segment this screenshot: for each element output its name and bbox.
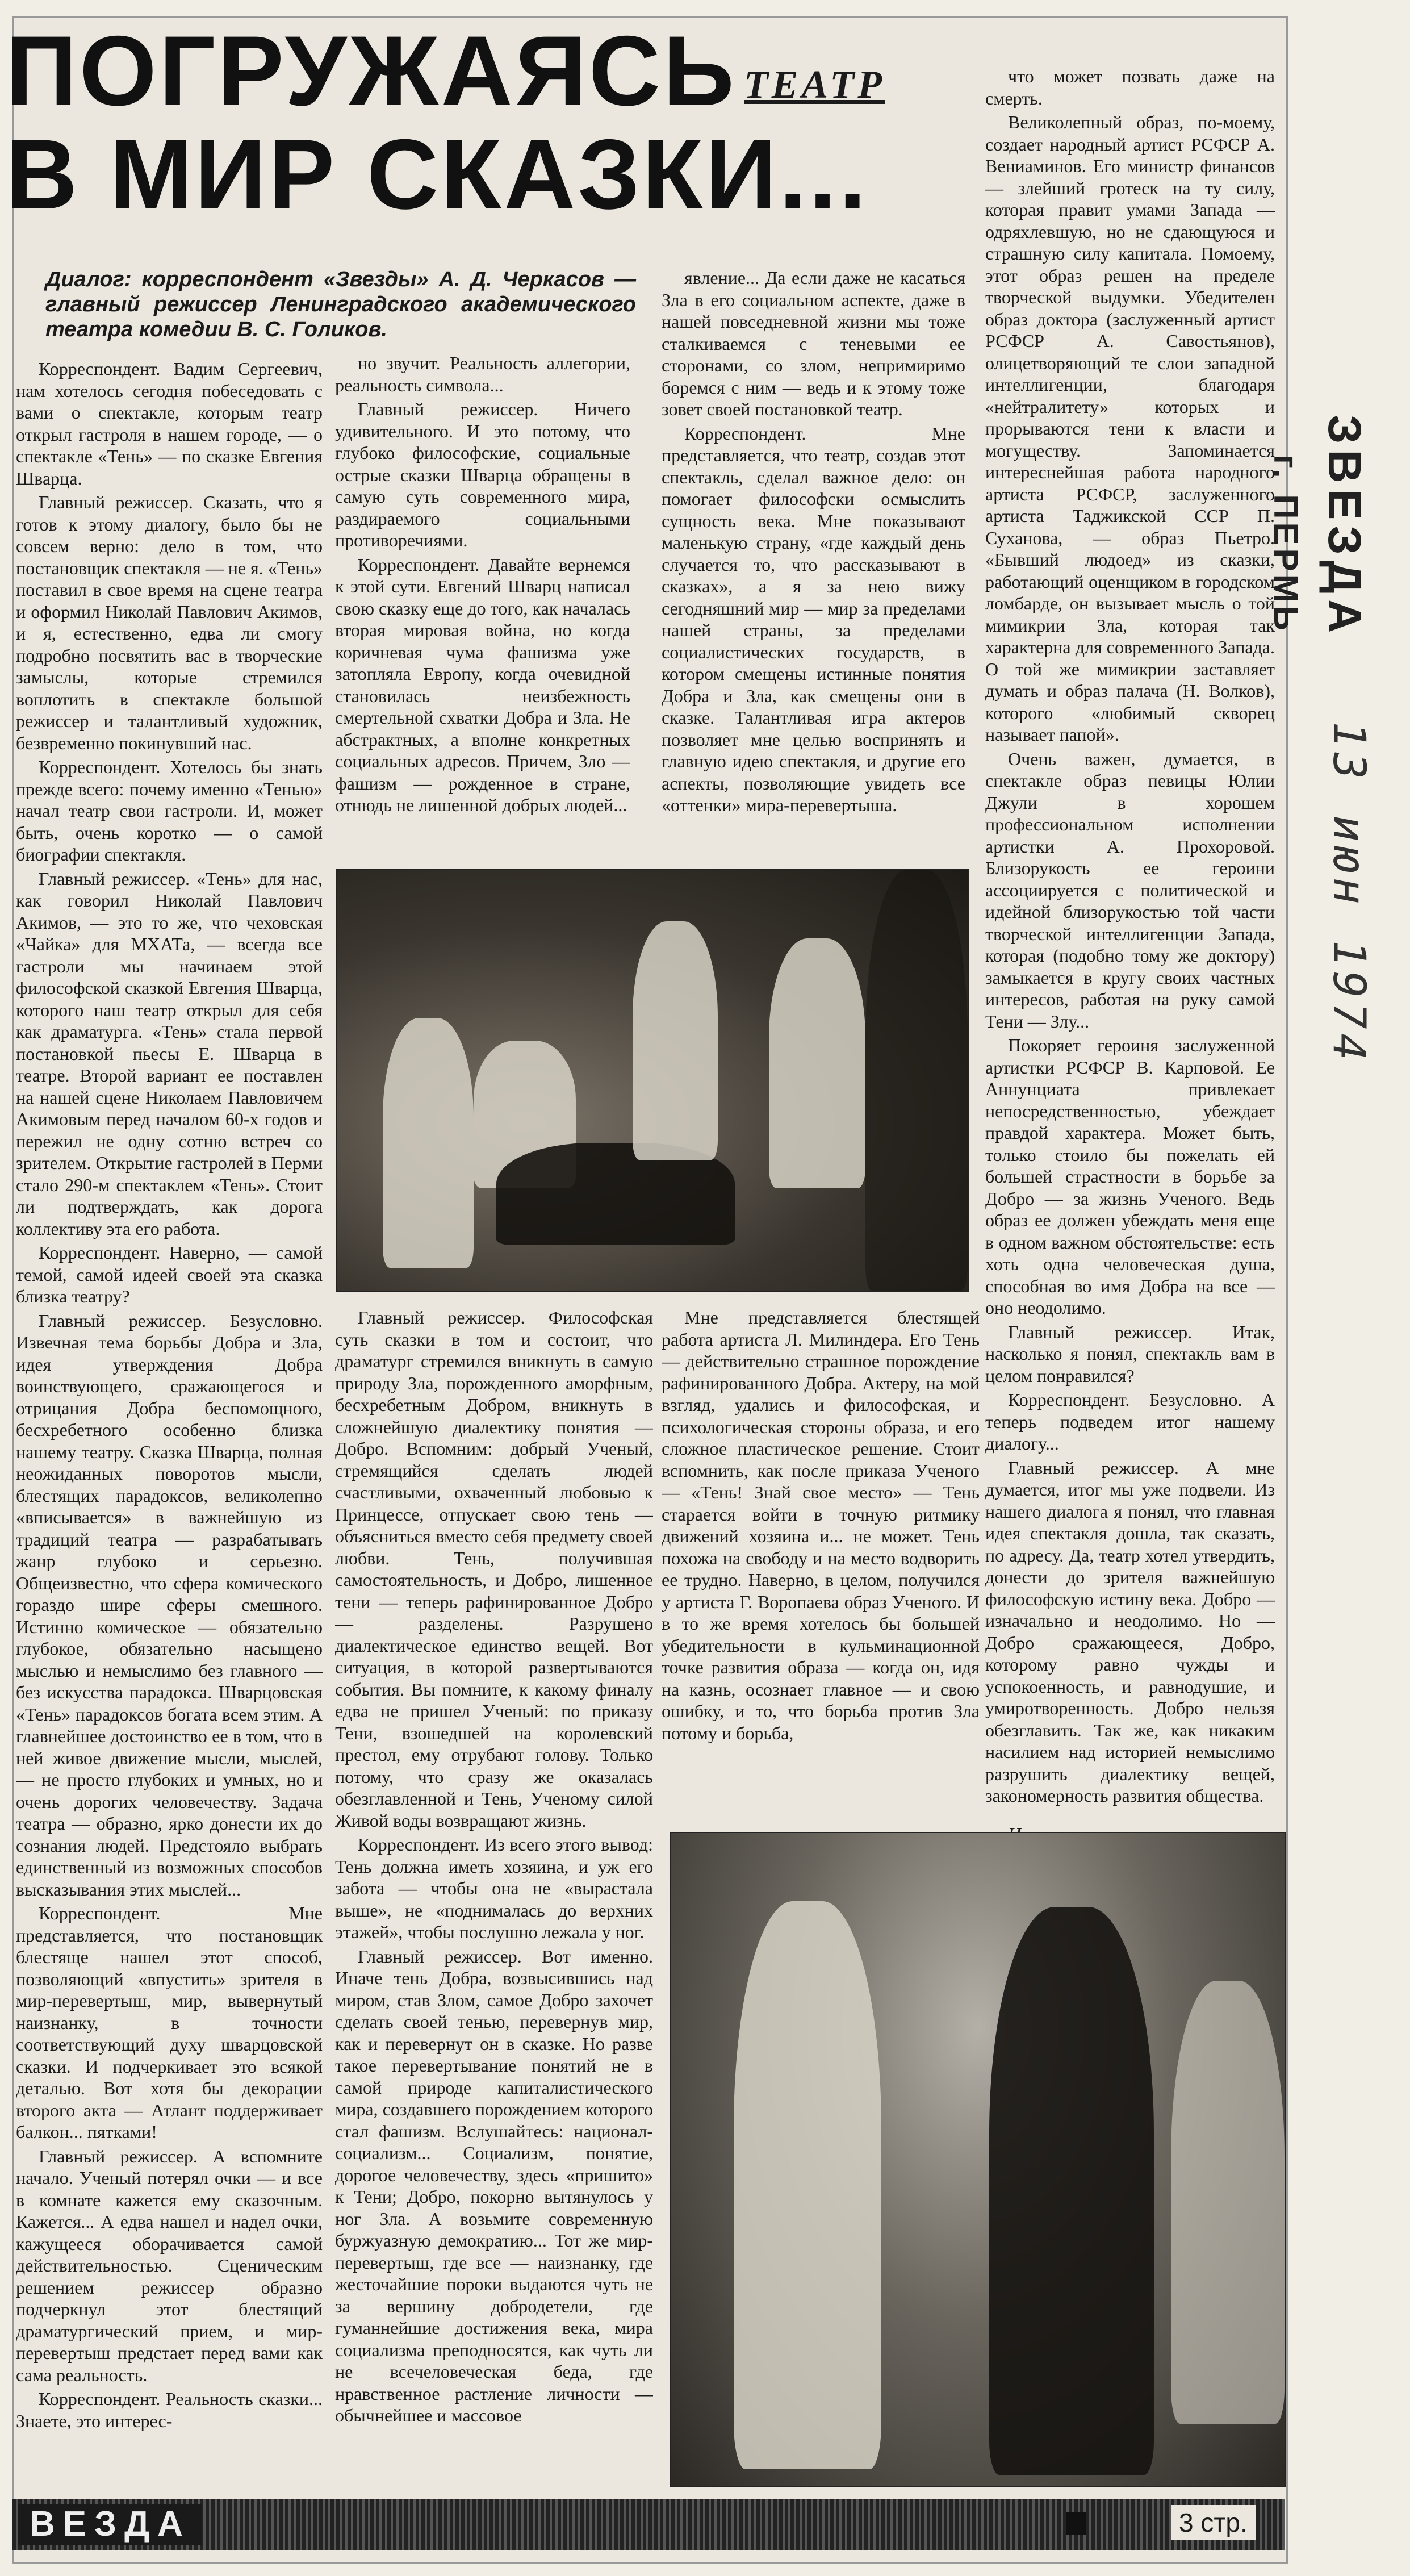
paragraph: Корреспондент. Давайте вернемся к этой сути. Евгений Шварц написал свою сказку еще до того, как началась вторая мировая война, но когда коричневая чума фашизма уже затопляла Европу, когда очевидной становилась неизбежность смертельной схватки Добра и Зла. Не абстрактных, а вполне конкретных социальных адресов. Причем, Зло — фашизм — рожденное в стране, отнюдь не лишенной добрых людей...	[335, 554, 630, 815]
paragraph: что может позвать даже на смерть.	[985, 66, 1275, 108]
paragraph: но звучит. Реальность аллегории, реальность символа...	[335, 353, 630, 395]
paragraph: Главный режиссер. А вспомните начало. Ученый потерял очки — и все в комнате кажется ему сказочным. Кажется... А едва нашел и надел очки, кажущееся оборачивается самой действительностью. Сценическим решением режиссер образно подчеркнул этот блестящий драматургический прием, и мир-перевертыш предстает перед вами как сама реальность.	[16, 2145, 323, 2385]
stage-photo-1	[336, 869, 969, 1292]
paragraph: Главный режиссер. Философская суть сказки в том и состоит, что драматург стремился вникнуть в самую природу Зла, порожденного аморфным, бесхребетным Добром, вникнуть в сложнейшую диалектику понятия — Добро. Вспомним: добрый Ученый, стремящийся сделать людей счастливыми, охваченный любовью к Принцессе, отпускает свою тень — объясниться вместо себя предмету своей любви. Тень, получившая самостоятельность, и Добро, лишенное тени — теперь рафинированное Добро — разделены. Разрушено диалектическое единство вещей. Вот ситуация, в которой развертываются события. Вы помните, к какому финалу едва не пришел Ученый: по приказу Тени, взошедшей на королевский престол, ему отрубают голову. Только потому, что сразу же оказалась обезглавленной и Тень, Ученому силой Живой воды возвращают жизнь.	[335, 1307, 653, 1831]
paragraph: Главный режиссер. Безусловно. Извечная тема борьбы Добра и Зла, идея утверждения Добра воинствующего, сражающегося и отрицания Добра беспомощного, бесхребетного особенно близка нашему театру. Сказка Шварца, полная неожиданных поворотов мысли, блестящих парадоксов, великолепно «вписывается» в важнейшую из традиций театра — разрабатывать жанр глубоко и серьезно. Общеизвестно, что сфера комического гораздо шире сферы смешного. Истинно комическое — обязательно глубокое, обязательно насыщено мыслью и немыслимо без главного — без искусства парадокса. Шварцовская «Тень» парадоксов богата всем этим. А главнейшее достоинство ее в том, что в ней живое движение мысли, мыслей, — не просто глубоких и умных, но и очень дорогих человечеству. Задача театра — образно, ярко донести их до сознания людей. Предстояло выбрать единственный из возможных способов высказывания этих мыслей...	[16, 1310, 323, 1899]
paragraph: Корреспондент. Хотелось бы знать прежде всего: почему именно «Тенью» начал театр свои гастроли. И, может быть, очень коротко — о самой биографии спектакля.	[16, 757, 323, 865]
paragraph: Корреспондент. Вадим Сергеевич, нам хотелось сегодня побеседовать с вами о спектакле, которым театр открыл гастроля в нашем городе, — о спектакле «Тень» — по сказке Евгения Шварца.	[16, 358, 323, 489]
actor-figure	[734, 1901, 881, 2469]
text-column-4	[985, 65, 1275, 1809]
article-lead: Диалог: корреспондент «Звезды» А. Д. Черкасов — главный режиссер Ленинградского академического театра комедии В. С. Голиков.	[45, 268, 636, 341]
backdrop-shape	[865, 870, 968, 1291]
actor-figure	[769, 938, 865, 1188]
actor-figure	[989, 1907, 1154, 2475]
paragraph: Главный режиссер. Сказать, что я готов к этому диалогу, было бы не совсем верно: дело в том, что постановщик спектакля — не я. «Тень» поставил в свое время на сцене театра и оформил Николай Павлович Акимов, и я, естественно, едва ли смогу подробно посвятить вас в творческие замыслы, которые стремился воплотить в спектакле большой режиссер и талантливый художник, безвременно покинувший нас.	[16, 492, 323, 753]
newspaper-title-stamp: ЗВЕЗДА	[1319, 415, 1370, 639]
paragraph: Корреспондент. Безусловно. А теперь подведем итог нашему диалогу...	[985, 1389, 1275, 1454]
paragraph: явление... Да если даже не касаться Зла в его социальном аспекте, даже в нашей повседневной жизни мы тоже сталкиваемся с теневыми ее сторонами, со злом, непримиримо боремся с ним — ведь и к этому тоже зовет своей постановкой театр.	[662, 268, 965, 419]
city-stamp: г. ПЕРМЬ	[1267, 454, 1305, 634]
paragraph: Корреспондент. Мне представляется, что постановщик блестяще нашел этот способ, позволяющий «впустить» зрителя в мир-перевертыш, мир, вывернутый наизнанку, в точности соответствующий духу шварцовской сказки. И подчеркивает это всякой деталью. Вот хотя бы декорации второго акта — Атлант поддерживает балкон... пятками!	[16, 1903, 323, 2142]
headline-line-2: В МИР СКАЗКИ...	[6, 119, 869, 230]
square-marker	[1066, 2512, 1086, 2535]
text-column-3-top	[662, 267, 965, 863]
page-number: 3 стр.	[1171, 2505, 1256, 2540]
paragraph: Корреспондент. Наверно, — самой темой, самой идеей своей эта сказка близка театру?	[16, 1242, 323, 1306]
text-column-2-top	[335, 352, 630, 863]
paragraph: Корреспондент. Из всего этого вывод: Тень должна иметь хозяина, и уж его забота — чтобы она не «вырастала выше», не «поднималась до верхних этажей», чтобы послушно лежала у ног.	[335, 1834, 653, 1942]
paragraph: Главный режиссер. А мне думается, итог мы уже подвели. Из нашего диалога я понял, что главная идея спектакля дошла, так сказать, по адресу. Да, театр хотел утвердить, донести до зрителя важнейшую философскую истину века. Добро — изначально и неодолимо. Но — Добро сражающееся, Добро, которому равно чужды и успокоенность, и равнодушие, и умиротворенность. Добро нельзя обезглавить. Так же, как никаким насилием над историей немыслимо разрушить диалектику вещей, закономерность развития общества.	[985, 1457, 1275, 1806]
paragraph: Очень важен, думается, в спектакле образ певицы Юлии Джули в хорошем профессиональном исполнении артистки А. Прохоровой. Близорукость ее героини ассоциируется с политической и идейной близорукостью той части творческой интеллигенции Запада, которая (подобно тому же доктору) замыкается в кругу своих частных интересов, работая на руку самой Тени — Злу...	[985, 748, 1275, 1032]
stage-photo-2	[670, 1832, 1286, 2487]
headline-line-1: ПОГРУЖАЯСЬ	[6, 16, 737, 127]
text-column-2-bottom	[335, 1306, 653, 2454]
page-footer	[12, 2499, 1285, 2550]
actor-figure	[383, 1018, 474, 1268]
text-column-3-bottom	[662, 1306, 980, 1818]
newspaper-logo: ВЕЗДА	[18, 2504, 202, 2545]
scenery-shape	[1171, 1981, 1285, 2424]
paragraph: Главный режиссер. «Тень» для нас, как говорил Николай Павлович Акимов, — это то же, что чеховская «Чайка» для МХАТа, — всегда все гастроли мы начинаем этой философской сказкой Евгения Шварца, которого наш театр открыл для себя как драматурга. «Тень» стала первой постановкой пьесы Е. Шварца в театре. Второй вариант ее поставлен на нашей сцене Николаем Павловичем Акимовым перед началом 60-х годов и пережил не одну сотню встреч со зрителем. Открытие гастролей в Перми стало 290-м спектаклем «Тень». Стоит ли подтверждать, как дорога коллективу эта его работа.	[16, 868, 323, 1239]
paragraph: Главный режиссер. Ничего удивительного. И это потому, что глубоко философские, социальные острые сказки Шварца обращены в самую суть современного мира, раздираемого социальными противоречиями.	[335, 399, 630, 550]
paragraph: Корреспондент. Реальность сказки... Знаете, это интерес-	[16, 2389, 323, 2431]
paragraph: Великолепный образ, по-моему, создает народный артист РСФСР А. Вениаминов. Его министр финансов — злейший гротеск на ту силу, которая правит умами Запада — одряхлевшую, но не сдающуюся и страшную силу капитала. Помоему, этот образ решен на пределе творческой выдумки. Убедителен образ доктора (заслуженный артист РСФСР А. Савостьянов), олицетворяющий те слои западной интеллигенции, благодаря «нейтралитету» которых и прорываются тени к власти и могуществу. Запоминается интереснейшая работа народного артиста РСФСР, заслуженного артиста Таджикской ССР П. Суханова, — образ Пьетро. «Бывший людоед» из сказки, работающий оценщиком в городском ломбарде, он вызывает мысль о той мимикрии Зла, которая так характерна для современного Запада. О той же мимикрии заставляет думать и образ палача (Н. Волков), которого «любимый скворец называет папой».	[985, 112, 1275, 745]
actor-figure	[633, 921, 718, 1160]
paragraph: Покоряет героиня заслуженной артистки РСФСР В. Карповой. Ее Аннунциата привлекает непосредственностью, убеждает правдой характера. Может быть, только стоило бы пожелать ей большей страстности в борьбе за Добро — за жизнь Ученого. Ведь образ ее должен убеждать меня еще в одном важном обстоятельстве: есть хоть одна человеческая душа, способная во имя Добра на все — оно неодолимо.	[985, 1035, 1275, 1318]
paragraph: Главный режиссер. Вот именно. Иначе тень Добра, возвысившись над миром, став Злом, самое Добро захочет сделать своей тенью, перевернув мир, как и перевернут он в сказке. Но разве такое перевертывание понятий не в самой природе капиталистического мира, создавшего порождением которого стал фашизм. Вслушайтесь: национал-социализм... Социализм, понятие, дорогое человечеству, здесь «пришито» к Тени; Добро, покорно вытянулось у ног Зла. А возьмите современную буржуазную демократию... Тот же мир-перевертыш, где все — наизнанку, где жесточайшие пороки выдаются чуть не за вершину добродетели, где гуманнейшие достижения века, мира социализма преподносятся, как чуть ли не всечеловеческая беда, где нравственное растление личности — обычнейшее и массовое	[335, 1945, 653, 2425]
paragraph: Главный режиссер. Итак, насколько я понял, спектакль вам в целом понравился?	[985, 1321, 1275, 1386]
section-rubric: ТЕАТР	[744, 63, 885, 107]
paragraph: Корреспондент. Мне представляется, что театр, создав этот спектакль, сделал важное дело: он помогает философски осмыслить сущность века. Мне показывают маленькую страну, «где каждый день случается то, что рассказывают в сказках», а я за нею вижу сегодняшний мир — мир за пределами нашей страны, за пределами социалистических государств, в котором смещены истинные понятия Добра и Зла, как смещены они в сказке. Талантливая игра актеров позволяет мне целью воспринять и главную идею спектакля, и другие его аспекты, позволяющие увидеть все «оттенки» мира-перевертыша.	[662, 423, 965, 815]
handwritten-date: 13 июн 1974	[1323, 721, 1374, 1065]
paragraph: Мне представляется блестящей работа артиста Л. Милиндера. Его Тень — действительно страшное порождение рафинированного Добра. Актеру, на мой взгляд, удались и философская, и психологическая стороны образа, и его сложное пластическое решение. Стоит вспомнить, как после приказа Ученого — «Тень! Знай свое место» — Тень старается войти в точную ритмику движений хозяина и... не может. Тень похожа на свободу и на место водворить ее трудно. Наверно, в целом, получился у артиста Г. Воропаева образ Ученого. И в то же время хотелось бы большей убедительности в кульминационной точке развития образа — когда он, идя на казнь, осознает главное — и свою ошибку, и то, что борьба против Зла потому и борьба,	[662, 1307, 980, 1743]
text-column-1	[16, 358, 323, 2454]
